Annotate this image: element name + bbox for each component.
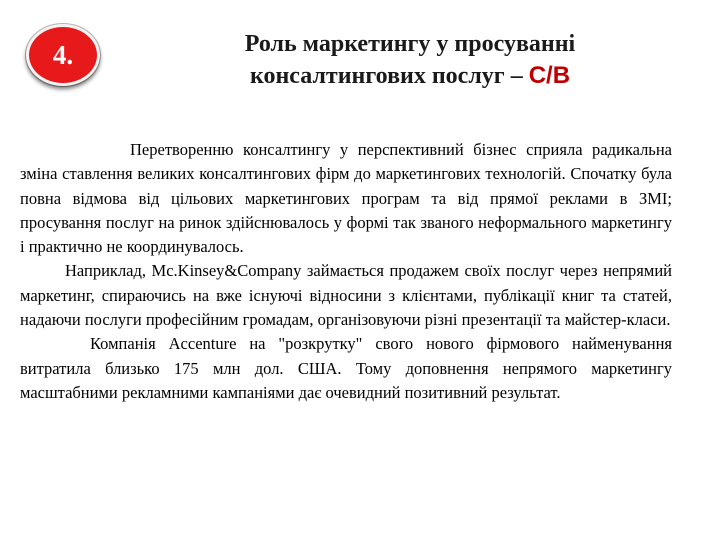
title-accent: C/B [528, 62, 571, 89]
slide-number-badge [26, 24, 100, 86]
paragraph-1: Перетворенню консалтингу у перспективний бізнес сприяла радикальна зміна ставлення великих консалтингових фірм до маркетингових технологій. Спочатку була повна відмова від цільових маркетингових програм та від прямої реклами в ЗМІ; просування послуг на ринок здійснювалось у формі так званого неформального маркетингу і практично не координувалось. [20, 140, 672, 257]
title-line-2 [150, 60, 670, 92]
slide-number: 4. [52, 39, 74, 70]
paragraph-3: Компанія Accenture на "розкрутку" свого нового фірмового найменування витратила близько 175 млн дол. США. Тому доповнення непрямого маркетингу масштабними рекламними кампаніями дає очевидний позитивний результат. [20, 334, 672, 402]
slide-title [150, 28, 670, 92]
body-text [20, 138, 672, 405]
title-line-2-text: консалтингових послуг – [249, 63, 523, 89]
title-line-1: Роль маркетингу у просуванні [244, 31, 576, 57]
paragraph-2: Наприклад, Mc.Kinsey&Company займається продажем своїх послуг через непрямий маркетинг, спираючись на вже існуючі відносини з клієнтами, публікації книг та статей, надаючи послуги професійним громадам, організовуючи різні презентації та майстер-класи. [20, 261, 672, 330]
